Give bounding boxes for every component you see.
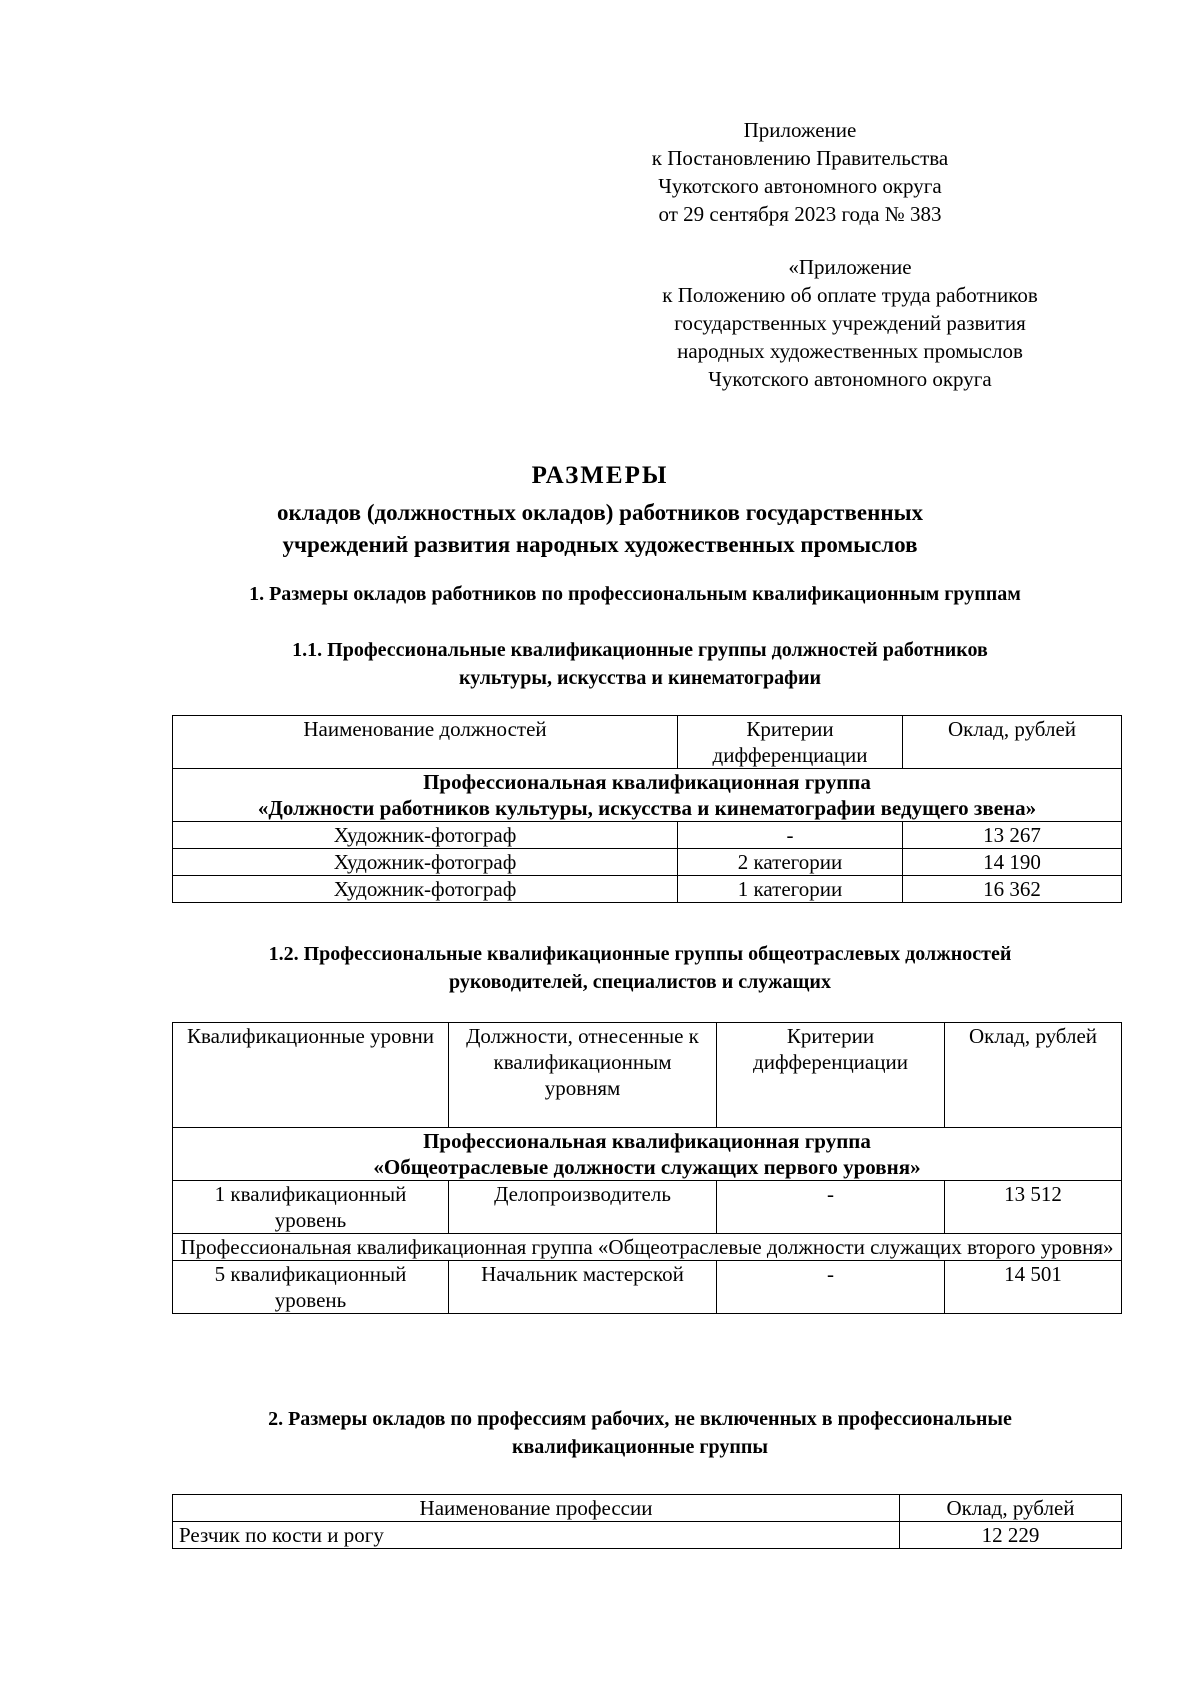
heading-line: культуры, искусства и кинематографии [458, 667, 822, 689]
criteria-cell: 1 категории [678, 876, 903, 903]
regulation-appendix-header [600, 253, 1100, 393]
group-title [173, 1128, 1122, 1181]
salary-cell: 16 362 [903, 876, 1122, 903]
position-cell: Художник-фотограф [173, 849, 678, 876]
regulation-line: народных художественных промыслов [677, 339, 1023, 363]
table-row [173, 822, 1122, 849]
section-1-heading: 1. Размеры окладов работников по профессиональным квалификационным группам [249, 583, 1021, 605]
position-cell: Начальник мастерской [449, 1261, 717, 1314]
level-cell: 5 квалификационный уровень [173, 1261, 449, 1314]
position-cell: Делопроизводитель [449, 1181, 717, 1234]
group-row [173, 769, 1122, 822]
table-header-row [173, 1023, 1122, 1128]
criteria-cell: - [678, 822, 903, 849]
column-header: Оклад, рублей [945, 1023, 1122, 1128]
heading-line: 1.1. Профессиональные квалификационные группы должностей работников [292, 639, 988, 661]
column-header: Оклад, рублей [900, 1495, 1122, 1522]
column-header: Должности, отнесенные к квалификационным уровням [449, 1023, 717, 1128]
document-title: РАЗМЕРЫ [531, 462, 669, 489]
table-header-row [173, 716, 1122, 769]
general-positions-salary-table [172, 1022, 1122, 1314]
section-2-heading [170, 1405, 1110, 1461]
group-title: Профессиональная квалификационная группа «Общеотраслевые должности служащих второго уровня» [173, 1234, 1122, 1261]
appendix-line: от 29 сентября 2023 года № 383 [658, 202, 942, 226]
criteria-cell: - [717, 1261, 945, 1314]
group-title [173, 769, 1122, 822]
table-row [173, 849, 1122, 876]
column-header: Критерии дифференциации [717, 1023, 945, 1128]
column-header: Наименование профессии [173, 1495, 900, 1522]
subtitle-line: окладов (должностных окладов) работников государственных [276, 500, 924, 525]
heading-line: 1.2. Профессиональные квалификационные группы общеотраслевых должностей [268, 943, 1012, 965]
position-cell: Художник-фотограф [173, 876, 678, 903]
appendix-line: Чукотского автономного округа [658, 174, 942, 198]
group-line: Профессиональная квалификационная группа [423, 770, 871, 794]
position-cell: Художник-фотограф [173, 822, 678, 849]
salary-cell: 13 512 [945, 1181, 1122, 1234]
profession-cell: Резчик по кости и рогу [173, 1522, 900, 1549]
group-line: Профессиональная квалификационная группа [423, 1129, 871, 1153]
table-row [173, 876, 1122, 903]
document-subtitle [150, 497, 1050, 561]
column-header: Критерии дифференциации [678, 716, 903, 769]
heading-line: квалификационные группы [511, 1436, 768, 1458]
criteria-cell: 2 категории [678, 849, 903, 876]
section-1-2-heading [170, 940, 1110, 996]
subtitle-line: учреждений развития народных художественных промыслов [282, 532, 918, 557]
group-row [173, 1128, 1122, 1181]
table-header-row [173, 1495, 1122, 1522]
group-line: «Общеотраслевые должности служащих первого уровня» [373, 1155, 921, 1179]
appendix-header [625, 116, 975, 228]
column-header: Оклад, рублей [903, 716, 1122, 769]
heading-line: руководителей, специалистов и служащих [449, 971, 831, 993]
salary-cell: 12 229 [900, 1522, 1122, 1549]
criteria-cell: - [717, 1181, 945, 1234]
regulation-line: государственных учреждений развития [674, 311, 1026, 335]
workers-salary-table [172, 1494, 1122, 1549]
appendix-line: Приложение [743, 118, 857, 142]
heading-line: 2. Размеры окладов по профессиям рабочих, не включенных в профессиональные [268, 1408, 1012, 1430]
appendix-line: к Постановлению Правительства [651, 146, 949, 170]
level-cell: 1 квалификационный уровень [173, 1181, 449, 1234]
section-1-1-heading [170, 636, 1110, 692]
culture-salary-table [172, 715, 1122, 903]
table-row [173, 1181, 1122, 1234]
salary-cell: 14 190 [903, 849, 1122, 876]
regulation-line: к Положению об оплате труда работников [662, 283, 1038, 307]
table-row [173, 1522, 1122, 1549]
regulation-line: Чукотского автономного округа [708, 367, 992, 391]
regulation-line: «Приложение [788, 255, 912, 279]
salary-cell: 14 501 [945, 1261, 1122, 1314]
group-line: «Должности работников культуры, искусства и кинематографии ведущего звена» [257, 796, 1037, 820]
group-row [173, 1234, 1122, 1261]
table-row [173, 1261, 1122, 1314]
column-header: Квалификационные уровни [173, 1023, 449, 1128]
column-header: Наименование должностей [173, 716, 678, 769]
salary-cell: 13 267 [903, 822, 1122, 849]
